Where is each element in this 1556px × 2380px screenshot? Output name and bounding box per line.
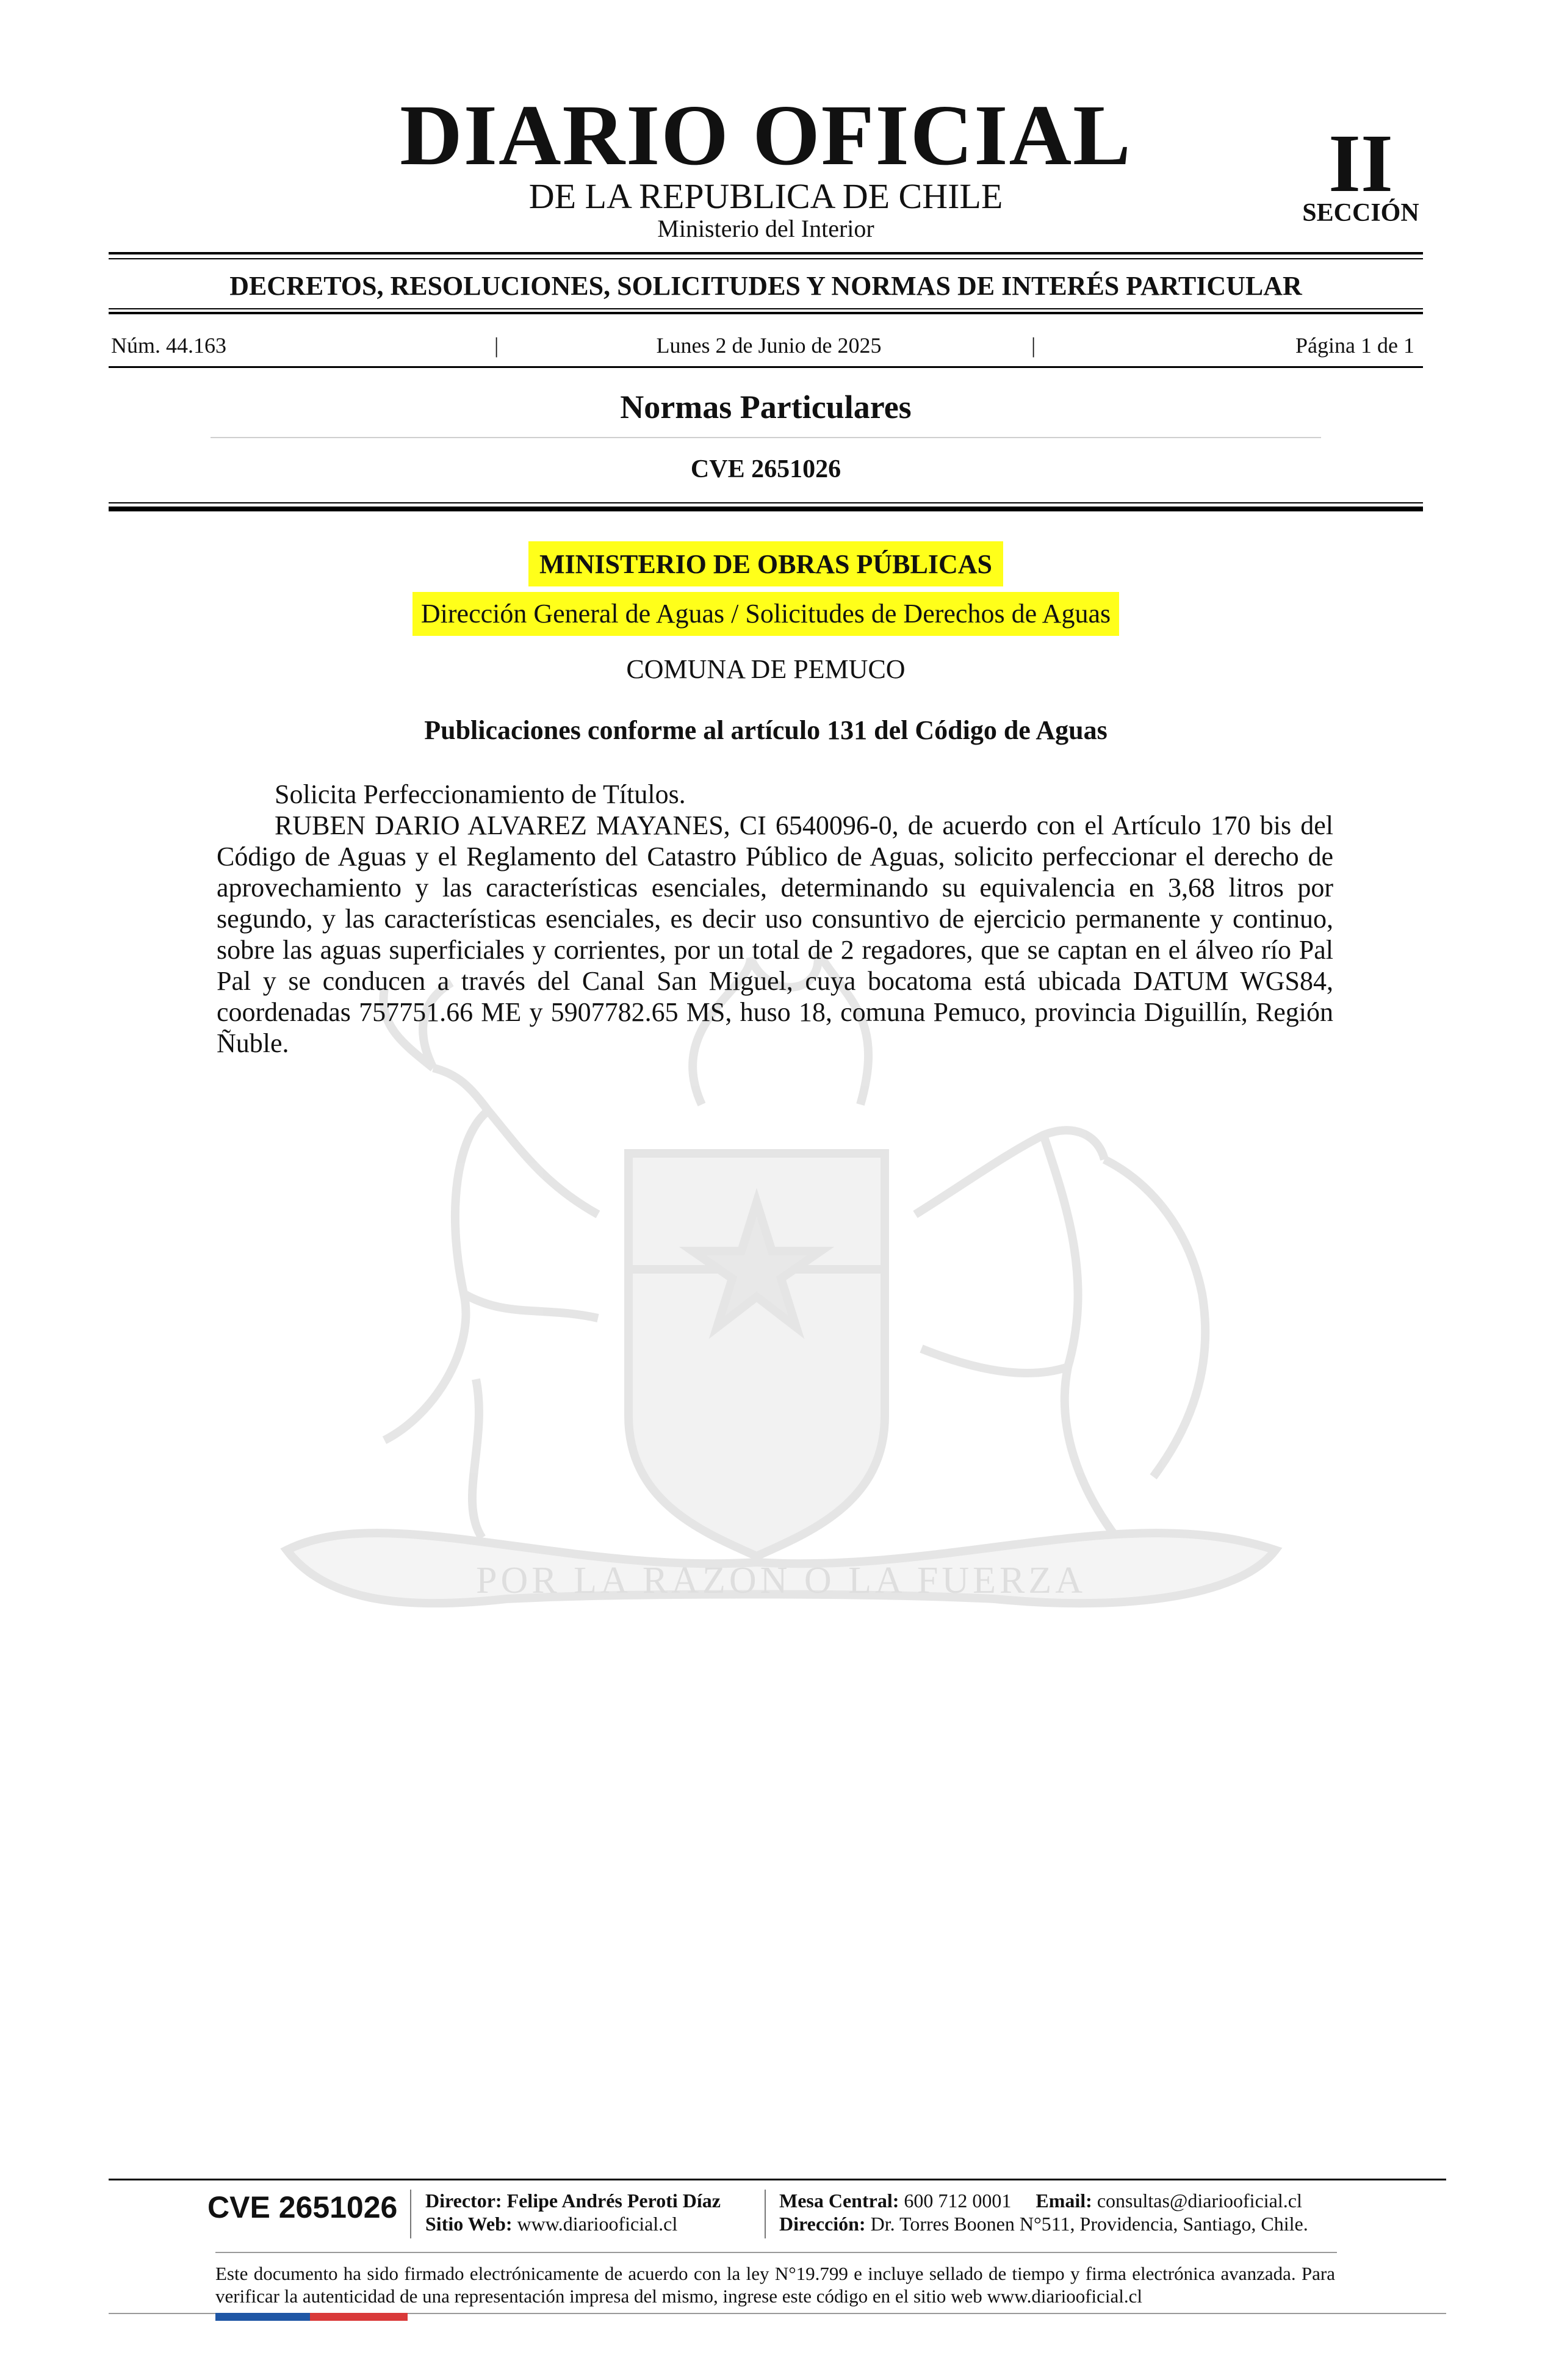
footer-cve-code: CVE 2651026 — [207, 2190, 398, 2224]
notice-lead: Solicita Perfeccionamiento de Títulos. — [275, 779, 686, 809]
issue-date: Lunes 2 de Junio de 2025 — [656, 333, 882, 358]
section-label: SECCIÓN — [1302, 199, 1419, 227]
header-rule-thick — [109, 252, 1423, 254]
issue-bar-rule — [109, 366, 1423, 368]
footer-web-label: Sitio Web: — [425, 2213, 513, 2235]
banner-rule-thick — [109, 312, 1423, 314]
footer-director — [425, 2191, 721, 2210]
notice-publication-title: Publicaciones conforme al artículo 131 del Código de Aguas — [424, 715, 1108, 745]
footer-rule-mid — [215, 2252, 1337, 2253]
notice-ministry: MINISTERIO DE OBRAS PÚBLICAS — [528, 541, 1003, 586]
masthead-title: DIARIO OFICIAL — [400, 87, 1132, 183]
notice-rule-thin — [109, 502, 1423, 503]
flag-stripe-red — [310, 2313, 408, 2321]
watermark-motto: POR LA RAZON O LA FUERZA — [475, 1560, 1087, 1601]
issue-number: Núm. 44.163 — [111, 333, 226, 358]
banner-rule-thin — [109, 308, 1423, 309]
notice-rule-thick — [109, 507, 1423, 511]
issue-bar-separator: | — [494, 333, 499, 358]
footer-divider — [410, 2190, 411, 2238]
footer-address — [779, 2214, 1308, 2234]
footer-website — [425, 2214, 677, 2234]
footer-divider — [765, 2190, 766, 2238]
footer-address-value: Dr. Torres Boonen N°511, Providencia, Santiago, Chile. — [870, 2213, 1308, 2235]
issue-bar-separator: | — [1031, 333, 1036, 358]
masthead-ministry: Ministerio del Interior — [657, 215, 874, 242]
section-title-underline — [211, 437, 1321, 438]
notice-paragraph: RUBEN DARIO ALVAREZ MAYANES, CI 6540096-0, de acuerdo con el Artículo 170 bis del Código de Aguas y el Reglamento del Catastro Público de Aguas, solicito perfeccionar el derecho de aprovechamiento y las características esenciales, determinando su equivalencia en 3,68 litros por segundo, y las características esenciales, es decir uso consuntivo de ejercicio permanente y continuo, sobre las aguas superficiales y corrientes, por un total de 2 regadores, que se captan en el álveo río Pal Pal y se conducen a través del Canal San Miguel, cuya bocatoma está ubicada DATUM WGS84, coordenadas 757751.66 ME y 5907782.65 MS, huso 18, comuna Pemuco, provincia Diguillín, Región Ñuble. — [217, 810, 1333, 1058]
footer-email-label: Email: — [1036, 2190, 1092, 2212]
coat-of-arms-watermark — [201, 952, 1361, 1672]
footer-legal-notice: Este documento ha sido firmado electrónicamente de acuerdo con la ley N°19.799 e incluye sellado de tiempo y firma electrónica avanzada. Para verificar la autenticidad de una representación impresa del mismo, ingrese este código en el sitio web www.diariooficial.cl — [215, 2263, 1335, 2307]
flag-stripe-blue — [215, 2313, 310, 2321]
cve-code: CVE 2651026 — [690, 455, 841, 483]
footer-web-link[interactable]: www.diariooficial.cl — [517, 2213, 678, 2235]
footer-mesa-label: Mesa Central: — [779, 2190, 899, 2212]
notice-comuna: COMUNA DE PEMUCO — [626, 654, 906, 684]
section-number: II — [1328, 118, 1393, 209]
footer-email-link[interactable]: consultas@diariooficial.cl — [1097, 2190, 1302, 2212]
footer-address-label: Dirección: — [779, 2213, 866, 2235]
section-title: Normas Particulares — [620, 389, 912, 425]
masthead-republic: DE LA REPUBLICA DE CHILE — [528, 176, 1003, 216]
notice-body — [217, 779, 1333, 1059]
footer-rule-top — [109, 2179, 1446, 2180]
footer-mesa-phone: 600 712 0001 — [904, 2190, 1012, 2212]
page-number: Página 1 de 1 — [1295, 333, 1414, 358]
footer-contact — [779, 2191, 1302, 2210]
publication-banner: DECRETOS, RESOLUCIONES, SOLICITUDES Y NORMAS DE INTERÉS PARTICULAR — [229, 271, 1302, 301]
footer-director-name: Felipe Andrés Peroti Díaz — [506, 2190, 721, 2212]
notice-department: Dirección General de Aguas / Solicitudes de Derechos de Aguas — [412, 592, 1119, 636]
header-rule-thin — [109, 258, 1423, 259]
footer-director-label: Director: — [425, 2190, 502, 2212]
